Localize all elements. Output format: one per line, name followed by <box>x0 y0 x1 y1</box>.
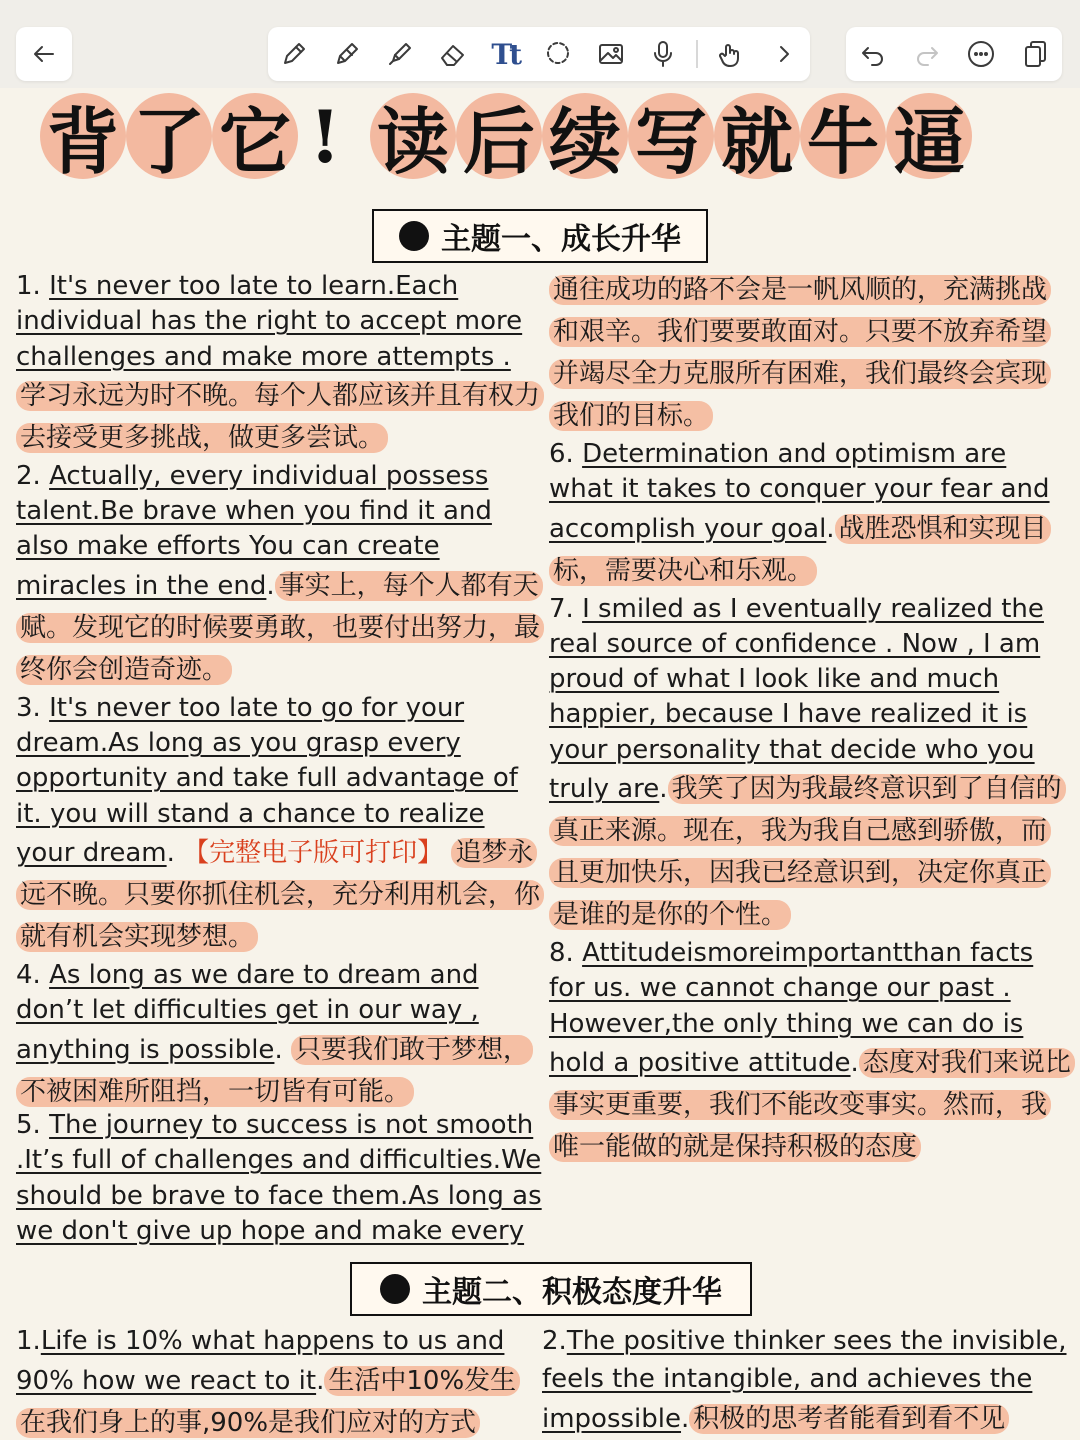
section-heading-label: 主题一、成长升华 <box>441 222 681 257</box>
list-item: 4. As long as we dare to dream and don’t let difficulties get in our way , anything is possible. 只要我们敢于梦想，不被困难所阻挡，一切皆有可能。 <box>16 958 548 1113</box>
list-item: 7. I smiled as I eventually realized the real source of confidence . Now , I am proud of what I look like and much happier, because I have realized it is your personality that decide who you truly are. 我笑了因为我最终意识到了自信的真正来源。现在，我为我自己感到骄傲，而且更加快乐，因我已经意识到，决定你真正是谁的是你的个性。 <box>549 592 1071 936</box>
list-item: 3. It's never too late to go for your dream.As long as you grasp every opportunity and take full advantage of it. you will stand a chance to realize your dream. 【完整电子版可打印】 追梦永远不晚。只要你抓住机会，充分利用机会，你就有机会实现梦想。 <box>16 691 548 958</box>
list-item: 1.Life is 10% what happens to us and 90% how we react to it. 生活中10%发生在我们身上的事,90%是我们应对的方式 <box>16 1322 542 1440</box>
item-number: 2. <box>16 460 50 491</box>
microphone-icon[interactable] <box>643 34 683 74</box>
list-item <box>16 1108 548 1248</box>
item-chinese: 事实上，每个人都有天赋。发现它的时候要勇敢，也要付出努力，最终你会创造奇迹。 <box>16 571 544 685</box>
item-number: 5. <box>16 1110 50 1140</box>
item-number: 3. <box>16 692 50 723</box>
page-title <box>40 86 1040 186</box>
title-char: 背 <box>40 93 126 179</box>
print-note: 【完整电子版可打印】 <box>183 837 444 868</box>
bullet-dot-icon <box>380 1274 410 1304</box>
section1-left-column-continued <box>16 1108 548 1248</box>
list-item <box>16 269 548 459</box>
title-char: 写 <box>628 93 714 179</box>
title-char: 牛 <box>800 93 886 179</box>
bullet-dot-icon <box>399 221 429 251</box>
section2-left-column <box>16 1322 542 1440</box>
list-item: 6. Determination and optimism are what it takes to conquer your fear and accomplish your goal. 战胜恐惧和实现目标，需要决心和乐观。 <box>549 439 1050 586</box>
section-heading-label: 主题二、积极态度升华 <box>422 1275 722 1310</box>
item-english: It's never too late to learn.Each individual has the right to accept more challenges and make more attempts . <box>16 271 523 372</box>
item-chinese: 态度对我们来说比事实更重要，我们不能改变事实。然而，我唯一能做的就是保持积极的态度 <box>549 1048 1075 1162</box>
lasso-icon[interactable] <box>538 34 578 74</box>
section-heading-2 <box>350 1262 752 1316</box>
eraser-icon[interactable] <box>433 34 473 74</box>
more-icon[interactable] <box>961 34 1001 74</box>
item-chinese: 追梦永远不晚。只要你抓住机会，充分利用机会，你就有机会实现梦想。 <box>16 838 544 952</box>
item-chinese: 学习永远为时不晚。每个人都应该并且有权力去接受更多挑战，做更多尝试。 <box>16 381 544 453</box>
pen-icon[interactable] <box>274 34 314 74</box>
title-char: 它 <box>212 93 298 179</box>
item-chinese: 我笑了因为我最终意识到了自信的真正来源。现在，我为我自己感到骄傲，而且更加快乐，因我已经意识到，决定你真正是谁的是你的个性。 <box>549 774 1066 930</box>
item-english: As long as we dare to dream and don’t let difficulties get in our way , anything is possible <box>16 959 479 1065</box>
title-char: 读 <box>370 93 456 179</box>
title-char: 就 <box>714 93 800 179</box>
title-exclaim: ! <box>309 93 341 179</box>
title-char: 续 <box>542 93 628 179</box>
item-english: The journey to success is not smooth .It’s full of challenges and difficulties.We should be brave to face them.As long as we don't give up hope and make every <box>16 1110 542 1246</box>
item-number: 1. <box>16 1326 41 1356</box>
section2-right-column <box>542 1322 1072 1440</box>
item-chinese: 通往成功的路不会是一帆风顺的，充满挑战和艰辛。我们要要敢面对。只要不放弃希望并竭尽全力克服所有困难，我们最终会宾现我们的目标。 <box>549 275 1051 431</box>
list-item-continued <box>549 269 1071 437</box>
item-number: 8. <box>549 938 583 969</box>
section1-left-column <box>16 269 548 1113</box>
item-number: 7. <box>549 593 583 624</box>
item-chinese: 战胜恐惧和实现目标，需要决心和乐观。 <box>549 514 1051 586</box>
section1-right-column <box>549 269 1071 1168</box>
item-number: 4. <box>16 959 50 990</box>
item-number: 2. <box>542 1326 567 1356</box>
chevron-right-icon[interactable] <box>764 34 804 74</box>
title-char: 后 <box>456 93 542 179</box>
back-arrow-icon[interactable] <box>24 34 64 74</box>
title-char: 逼 <box>886 93 972 179</box>
title-char: 了 <box>126 93 212 179</box>
item-english: Life is 10% what happens to us and 90% how we react to it <box>16 1326 505 1396</box>
item-number: 1. <box>16 271 50 301</box>
item-english: Determination and optimism are what it takes to conquer your fear and accomplish your goal <box>549 439 1050 544</box>
redo-icon[interactable] <box>907 34 947 74</box>
section-heading-1 <box>372 209 708 263</box>
toolbar <box>0 0 1080 88</box>
drawing-tools <box>268 27 810 81</box>
pen-alt-icon[interactable] <box>327 34 367 74</box>
hand-touch-icon[interactable] <box>711 34 751 74</box>
list-item: 2. Actually, every individual possess talent.Be brave when you find it and also make efforts You can create miracles in the end. 事实上，每个人都有天赋。发现它的时候要勇敢，也要付出努力，最终你会创造奇迹。 <box>16 459 548 691</box>
undo-icon[interactable] <box>853 34 893 74</box>
list-item: 2.The positive thinker sees the invisible, feels the intangible, and achieves the impossible. 积极的思考者能看到看不见 <box>542 1326 1067 1434</box>
item-english: I smiled as I eventually realized the real source of confidence . Now , I am proud of what I look like and much happier, because I have realized it is your personality that decide who you truly are <box>549 593 1044 805</box>
pages-icon[interactable] <box>1015 34 1055 74</box>
item-english: The positive thinker sees the invisible, feels the intangible, and achieves the impossible <box>542 1326 1067 1434</box>
item-english: Attitudeismoreimportantthan facts for us. we cannot change our past . However,the only thing we can do is hold a positive attitude <box>549 938 1034 1078</box>
text-tool-icon[interactable] <box>485 34 525 74</box>
list-item: 8. Attitudeismoreimportantthan facts for us. we cannot change our past . However,the only thing we can do is hold a positive attitude. 态度对我们来说比事实更重要，我们不能改变事实。然而，我唯一能做的就是保持积极的态度 <box>549 936 1071 1168</box>
item-number: 6. <box>549 439 583 469</box>
item-chinese: 积极的思考者能看到看不见 <box>689 1404 1009 1434</box>
item-english: It's never too late to go for your dream.As long as you grasp every opportunity and take full advantage of it. you will stand a chance to realize your dream <box>16 692 518 868</box>
item-english: Actually, every individual possess talent.Be brave when you find it and also make efforts You can create miracles in the end <box>16 460 492 601</box>
text-tool-glyph: Tt <box>491 37 520 71</box>
history-tools <box>846 27 1062 81</box>
item-chinese: 生活中10%发生在我们身上的事,90%是我们应对的方式 <box>16 1366 520 1438</box>
highlighter-icon[interactable] <box>380 34 420 74</box>
item-chinese: 只要我们敢于梦想，不被困难所阻挡，一切皆有可能。 <box>16 1035 533 1107</box>
toolbar-divider <box>696 40 698 68</box>
image-icon[interactable] <box>591 34 631 74</box>
back-button[interactable] <box>16 27 72 81</box>
